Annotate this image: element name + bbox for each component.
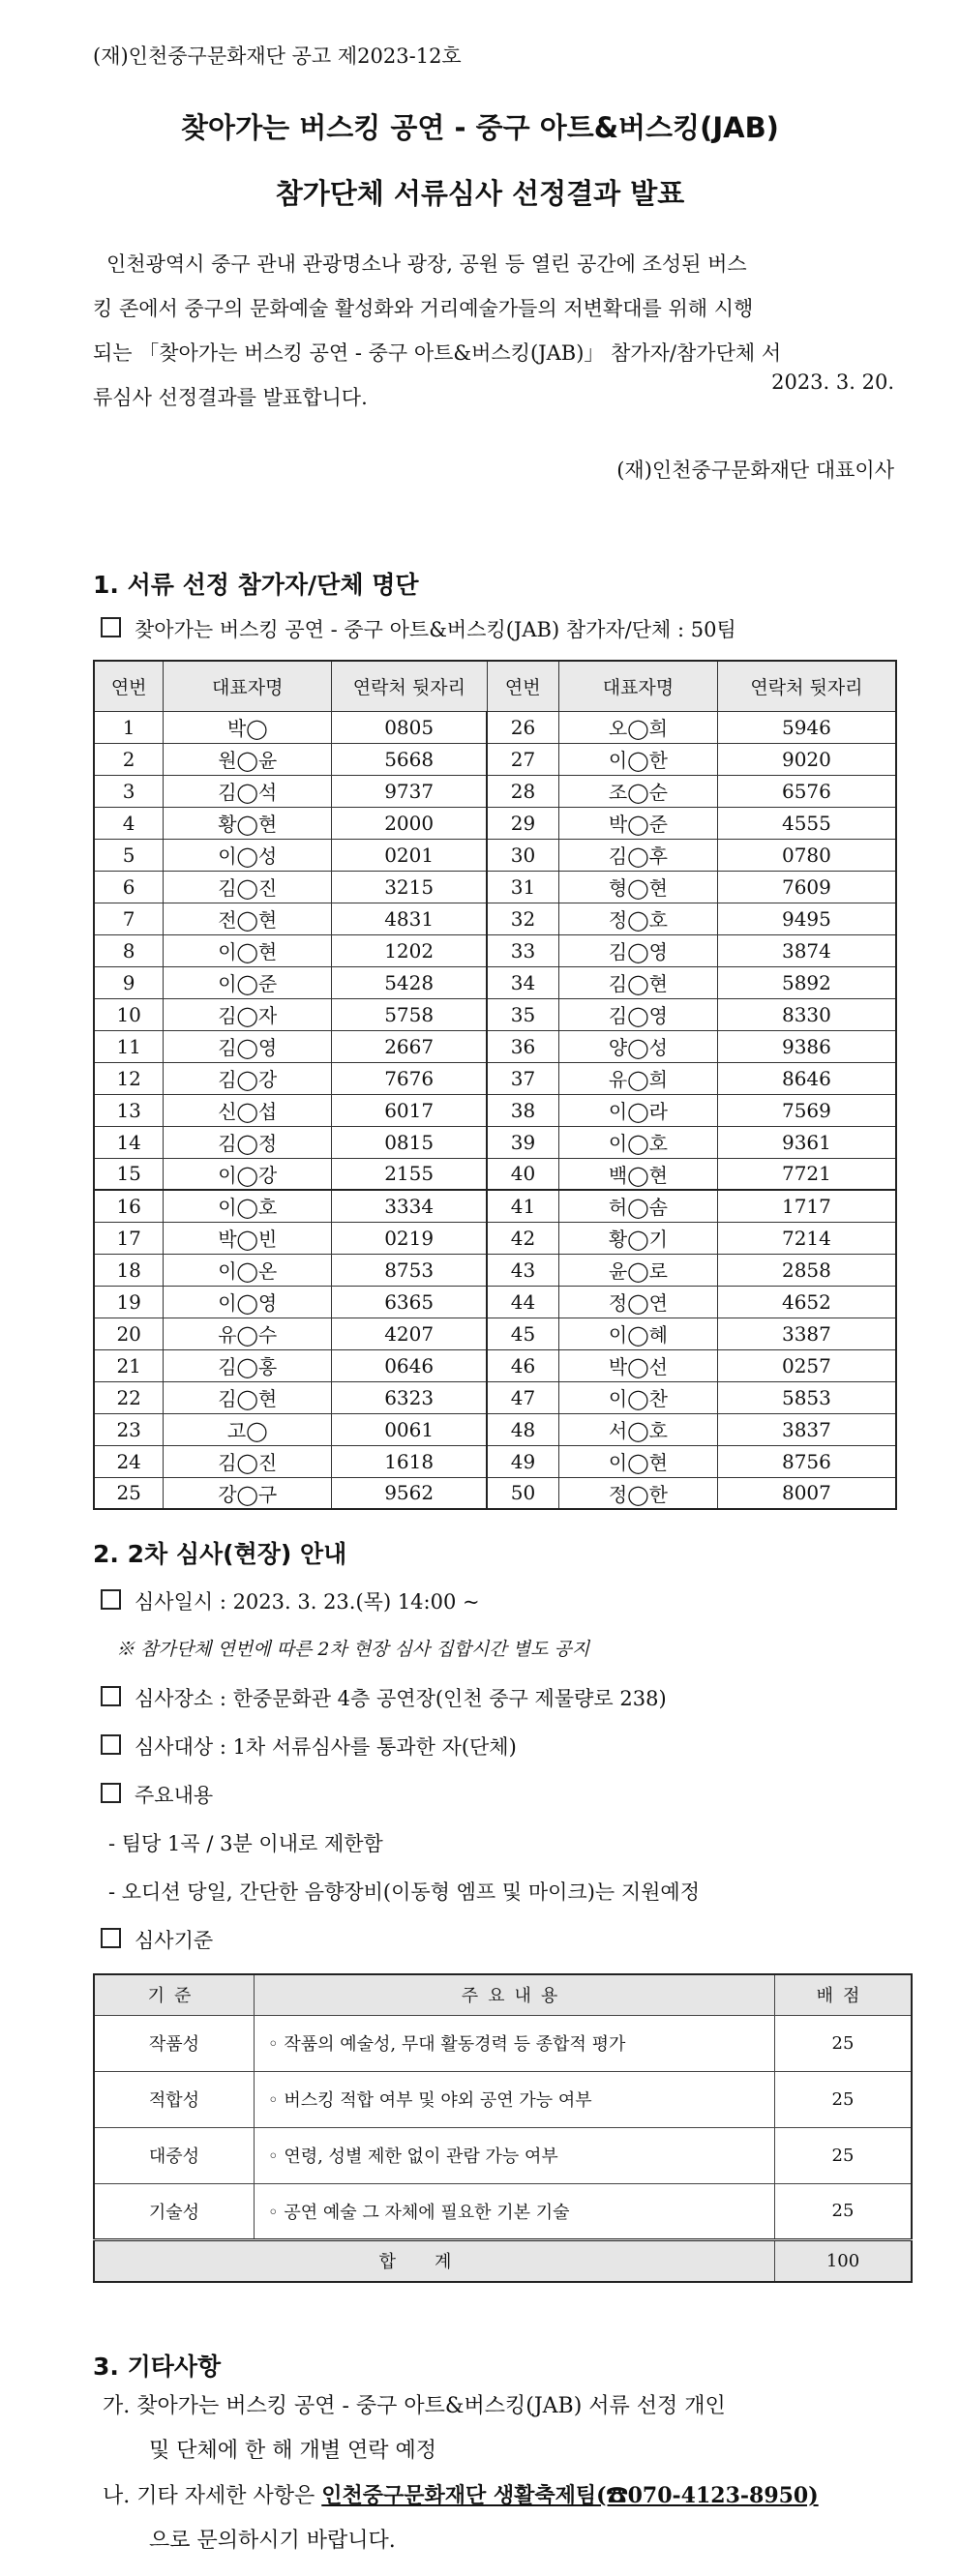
- criteria-cell: 25: [775, 2127, 913, 2183]
- criteria-cell: ◦ 작품의 예술성, 무대 활동경력 등 종합적 평가: [255, 2015, 775, 2071]
- table-cell: 유◯희: [558, 1062, 717, 1094]
- table-cell: 4831: [332, 903, 487, 934]
- target-line: [101, 1732, 517, 1761]
- table-cell: 30: [487, 839, 558, 871]
- table-cell: 1618: [332, 1445, 487, 1477]
- table-cell: 김◯진: [164, 871, 332, 903]
- table-cell: 0815: [332, 1126, 487, 1158]
- table-cell: 김◯진: [164, 1445, 332, 1477]
- page-subtitle: 참가단체 서류심사 선정결과 발표: [275, 177, 685, 210]
- table-cell: 6323: [332, 1381, 487, 1413]
- table-cell: 신◯섭: [164, 1094, 332, 1126]
- criteria-cell: ◦ 공연 예술 그 자체에 필요한 기본 기술: [255, 2183, 775, 2239]
- table-cell: 12: [94, 1062, 164, 1094]
- table-cell: 21: [94, 1349, 164, 1381]
- table-cell: 19: [94, 1286, 164, 1318]
- table-cell: 7214: [717, 1222, 896, 1254]
- table-cell: 10: [94, 998, 164, 1030]
- venue-text: 심사장소 : 한중문화관 4층 공연장(인천 중구 제물량로 238): [135, 1687, 667, 1710]
- table-cell: 원◯윤: [164, 743, 332, 775]
- table-cell: 26: [487, 711, 558, 743]
- table-cell: 24: [94, 1445, 164, 1477]
- table-cell: 김◯영: [558, 998, 717, 1030]
- col-header: 대표자명: [164, 661, 332, 711]
- table-cell: 5: [94, 839, 164, 871]
- table-cell: 16: [94, 1190, 164, 1222]
- table-cell: 25: [94, 1477, 164, 1509]
- note-b-line2: 으로 문의하시기 바랍니다.: [149, 2529, 396, 2553]
- section2-heading: 2. 2차 심사(현장) 안내: [93, 1540, 347, 1568]
- announcement-date: 2023. 3. 20.: [771, 370, 894, 394]
- table-cell: 7609: [717, 871, 896, 903]
- checkbox-square-icon: [101, 1928, 121, 1948]
- table-cell: 양◯성: [558, 1030, 717, 1062]
- table-cell: 8646: [717, 1062, 896, 1094]
- table-cell: 8756: [717, 1445, 896, 1477]
- table-cell: 35: [487, 998, 558, 1030]
- table-cell: 32: [487, 903, 558, 934]
- table-cell: 2: [94, 743, 164, 775]
- table-row: [94, 775, 896, 807]
- table-cell: 9495: [717, 903, 896, 934]
- table-cell: 27: [487, 743, 558, 775]
- table-cell: 5946: [717, 711, 896, 743]
- criteria-cell: 25: [775, 2015, 913, 2071]
- note-a-line2: 및 단체에 한 해 개별 연락 예정: [149, 2439, 436, 2463]
- table-cell: 김◯홍: [164, 1349, 332, 1381]
- signer: (재)인천중구문화재단 대표이사: [616, 459, 894, 482]
- table-cell: 1717: [717, 1190, 896, 1222]
- table-row: [94, 1094, 896, 1126]
- table-cell: 6365: [332, 1286, 487, 1318]
- criteria-cell: 대중성: [94, 2127, 255, 2183]
- table-cell: 36: [487, 1030, 558, 1062]
- table-row: [94, 903, 896, 934]
- table-row: [94, 839, 896, 871]
- table-cell: 20: [94, 1318, 164, 1349]
- table-cell: 김◯현: [164, 1381, 332, 1413]
- table-cell: 백◯현: [558, 1158, 717, 1190]
- checkbox-square-icon: [101, 1734, 121, 1755]
- criteria-label-line: [101, 1925, 213, 1954]
- table-cell: 오◯희: [558, 711, 717, 743]
- table-cell: 이◯영: [164, 1286, 332, 1318]
- criteria-cell: 적합성: [94, 2071, 255, 2127]
- table-cell: 6017: [332, 1094, 487, 1126]
- table-cell: 3837: [717, 1413, 896, 1445]
- table-row: [94, 1381, 896, 1413]
- table-row: [94, 743, 896, 775]
- criteria-body: [94, 2015, 912, 2239]
- table-cell: 이◯준: [164, 966, 332, 998]
- table-cell: 46: [487, 1349, 558, 1381]
- table-cell: 29: [487, 807, 558, 839]
- table-cell: 7676: [332, 1062, 487, 1094]
- table-cell: 정◯호: [558, 903, 717, 934]
- criteria-row: [94, 2015, 912, 2071]
- table-cell: 45: [487, 1318, 558, 1349]
- table-cell: 0219: [332, 1222, 487, 1254]
- table-cell: 7569: [717, 1094, 896, 1126]
- table-cell: 17: [94, 1222, 164, 1254]
- table-cell: 2667: [332, 1030, 487, 1062]
- table-cell: 0646: [332, 1349, 487, 1381]
- table-row: [94, 1477, 896, 1509]
- table-cell: 39: [487, 1126, 558, 1158]
- table-cell: 3387: [717, 1318, 896, 1349]
- total-value: 100: [775, 2239, 913, 2282]
- table-cell: 5428: [332, 966, 487, 998]
- table-row: [94, 1254, 896, 1286]
- table-row: [94, 966, 896, 998]
- table-cell: 28: [487, 775, 558, 807]
- total-label: 합계: [94, 2239, 775, 2282]
- table-row: [94, 1158, 896, 1190]
- table-cell: 이◯찬: [558, 1381, 717, 1413]
- table-cell: 전◯현: [164, 903, 332, 934]
- table-cell: 8: [94, 934, 164, 966]
- table-cell: 42: [487, 1222, 558, 1254]
- table-cell: 7: [94, 903, 164, 934]
- table-row: [94, 1030, 896, 1062]
- table-cell: 김◯정: [164, 1126, 332, 1158]
- criteria-row: [94, 2183, 912, 2239]
- table-cell: 0257: [717, 1349, 896, 1381]
- checkbox-square-icon: [101, 1783, 121, 1803]
- table-cell: 서◯호: [558, 1413, 717, 1445]
- table-cell: 43: [487, 1254, 558, 1286]
- checkbox-square-icon: [101, 1686, 121, 1706]
- table-cell: 38: [487, 1094, 558, 1126]
- table-cell: 박◯: [164, 711, 332, 743]
- table-cell: 이◯강: [164, 1158, 332, 1190]
- table-cell: 5853: [717, 1381, 896, 1413]
- table-cell: 33: [487, 934, 558, 966]
- table-row: [94, 1190, 896, 1222]
- table-cell: 8007: [717, 1477, 896, 1509]
- table-cell: 이◯라: [558, 1094, 717, 1126]
- table-cell: 김◯현: [558, 966, 717, 998]
- table-cell: 허◯솜: [558, 1190, 717, 1222]
- table-cell: 9737: [332, 775, 487, 807]
- criteria-header-row: [94, 1974, 912, 2015]
- table-cell: 47: [487, 1381, 558, 1413]
- note-b-prefix: 나. 기타 자세한 사항은: [103, 2484, 322, 2508]
- col-header: 연번: [487, 661, 558, 711]
- table-cell: 14: [94, 1126, 164, 1158]
- criteria-row: [94, 2071, 912, 2127]
- table-cell: 1202: [332, 934, 487, 966]
- col-header: 대표자명: [558, 661, 717, 711]
- table-cell: 형◯현: [558, 871, 717, 903]
- table-cell: 이◯한: [558, 743, 717, 775]
- table-cell: 황◯기: [558, 1222, 717, 1254]
- table-cell: 김◯후: [558, 839, 717, 871]
- page-title: 찾아가는 버스킹 공연 - 중구 아트&버스킹(JAB): [181, 111, 779, 144]
- table-cell: 4652: [717, 1286, 896, 1318]
- criteria-label: 심사기준: [135, 1929, 214, 1952]
- col-header: 연번: [94, 661, 164, 711]
- table-cell: 9386: [717, 1030, 896, 1062]
- checkbox-square-icon: [101, 1589, 121, 1610]
- table-cell: 0201: [332, 839, 487, 871]
- table-cell: 0061: [332, 1413, 487, 1445]
- table-cell: 2000: [332, 807, 487, 839]
- table-cell: 이◯혜: [558, 1318, 717, 1349]
- schedule-line: [101, 1586, 480, 1615]
- criteria-col-header: 기준: [94, 1974, 255, 2015]
- table-cell: 강◯구: [164, 1477, 332, 1509]
- table-cell: 41: [487, 1190, 558, 1222]
- table-body: [94, 711, 896, 1509]
- table-row: [94, 1126, 896, 1158]
- col-header: 연락처 뒷자리: [717, 661, 896, 711]
- table-cell: 31: [487, 871, 558, 903]
- content-item: - 팀당 1곡 / 3분 이내로 제한함: [108, 1832, 383, 1855]
- table-cell: 44: [487, 1286, 558, 1318]
- table-cell: 박◯준: [558, 807, 717, 839]
- table-cell: 윤◯로: [558, 1254, 717, 1286]
- table-cell: 5758: [332, 998, 487, 1030]
- table-cell: 49: [487, 1445, 558, 1477]
- table-cell: 5892: [717, 966, 896, 998]
- criteria-cell: 25: [775, 2183, 913, 2239]
- table-cell: 박◯빈: [164, 1222, 332, 1254]
- table-row: [94, 934, 896, 966]
- table-cell: 정◯한: [558, 1477, 717, 1509]
- section3-heading: 3. 기타사항: [93, 2353, 222, 2381]
- table-cell: 40: [487, 1158, 558, 1190]
- table-cell: 1: [94, 711, 164, 743]
- table-cell: 9: [94, 966, 164, 998]
- table-row: [94, 1222, 896, 1254]
- table-cell: 2858: [717, 1254, 896, 1286]
- intro-line: 되는 「찾아가는 버스킹 공연 - 중구 아트&버스킹(JAB)」 참가자/참가단체 서: [93, 341, 782, 365]
- section1-heading: 1. 서류 선정 참가자/단체 명단: [93, 571, 419, 599]
- table-cell: 고◯: [164, 1413, 332, 1445]
- table-cell: 이◯온: [164, 1254, 332, 1286]
- table-cell: 3874: [717, 934, 896, 966]
- criteria-col-header: 주요내용: [255, 1974, 775, 2015]
- criteria-table: [93, 1973, 913, 2283]
- table-cell: 김◯자: [164, 998, 332, 1030]
- criteria-cell: 25: [775, 2071, 913, 2127]
- table-cell: 박◯선: [558, 1349, 717, 1381]
- table-cell: 48: [487, 1413, 558, 1445]
- table-cell: 11: [94, 1030, 164, 1062]
- table-cell: 정◯연: [558, 1286, 717, 1318]
- table-cell: 9020: [717, 743, 896, 775]
- table-row: [94, 1413, 896, 1445]
- table-cell: 이◯현: [164, 934, 332, 966]
- table-row: [94, 1318, 896, 1349]
- table-cell: 4555: [717, 807, 896, 839]
- table-cell: 8753: [332, 1254, 487, 1286]
- criteria-col-header: 배점: [775, 1974, 913, 2015]
- participant-table: [93, 660, 897, 1510]
- table-cell: 6: [94, 871, 164, 903]
- table-row: [94, 998, 896, 1030]
- table-row: [94, 1445, 896, 1477]
- table-cell: 이◯호: [558, 1126, 717, 1158]
- content-label-line: [101, 1780, 213, 1809]
- criteria-total-row: [94, 2239, 912, 2282]
- table-cell: 34: [487, 966, 558, 998]
- notice-number: (재)인천중구문화재단 공고 제2023-12호: [93, 44, 462, 68]
- table-cell: 9562: [332, 1477, 487, 1509]
- summary-text: 찾아가는 버스킹 공연 - 중구 아트&버스킹(JAB) 참가자/단체 : 50팀: [135, 618, 736, 641]
- table-cell: 6576: [717, 775, 896, 807]
- table-cell: 유◯수: [164, 1318, 332, 1349]
- table-cell: 3334: [332, 1190, 487, 1222]
- venue-line: [101, 1683, 667, 1712]
- table-cell: 50: [487, 1477, 558, 1509]
- note-b-line1: [103, 2473, 906, 2519]
- note-a-line1: 가. 찾아가는 버스킹 공연 - 중구 아트&버스킹(JAB) 서류 선정 개인: [103, 2394, 726, 2418]
- criteria-cell: ◦ 버스킹 적합 여부 및 야외 공연 가능 여부: [255, 2071, 775, 2127]
- table-cell: 이◯성: [164, 839, 332, 871]
- table-cell: 37: [487, 1062, 558, 1094]
- table-cell: 2155: [332, 1158, 487, 1190]
- checkbox-square-icon: [101, 617, 121, 637]
- table-cell: 9361: [717, 1126, 896, 1158]
- table-cell: 15: [94, 1158, 164, 1190]
- criteria-cell: 기술성: [94, 2183, 255, 2239]
- table-cell: 조◯순: [558, 775, 717, 807]
- table-cell: 0780: [717, 839, 896, 871]
- table-cell: 18: [94, 1254, 164, 1286]
- table-cell: 5668: [332, 743, 487, 775]
- schedule-note: ※ 참가단체 연번에 따른 2차 현장 심사 집합시간 별도 공지: [116, 1639, 590, 1660]
- target-text: 심사대상 : 1차 서류심사를 통과한 자(단체): [135, 1735, 517, 1759]
- content-item: - 오디션 당일, 간단한 음향장비(이동형 엠프 및 마이크)는 지원예정: [108, 1880, 700, 1904]
- table-cell: 김◯영: [558, 934, 717, 966]
- criteria-row: [94, 2127, 912, 2183]
- criteria-cell: 작품성: [94, 2015, 255, 2071]
- table-cell: 7721: [717, 1158, 896, 1190]
- intro-line: 인천광역시 중구 관내 관광명소나 광장, 공원 등 열린 공간에 조성된 버스: [106, 252, 747, 276]
- table-cell: 22: [94, 1381, 164, 1413]
- table-cell: 김◯영: [164, 1030, 332, 1062]
- table-row: [94, 871, 896, 903]
- table-cell: 김◯강: [164, 1062, 332, 1094]
- table-cell: 3: [94, 775, 164, 807]
- col-header: 연락처 뒷자리: [332, 661, 487, 711]
- table-cell: 황◯현: [164, 807, 332, 839]
- table-row: [94, 1286, 896, 1318]
- table-cell: 김◯석: [164, 775, 332, 807]
- table-cell: 이◯현: [558, 1445, 717, 1477]
- intro-line: 류심사 선정결과를 발표합니다.: [93, 386, 368, 409]
- contact-info: 인천중구문화재단 생활축제팀(☎070-4123-8950): [321, 2483, 819, 2508]
- schedule-text: 심사일시 : 2023. 3. 23.(목) 14:00 ~: [135, 1590, 480, 1614]
- intro-line: 킹 존에서 중구의 문화예술 활성화와 거리예술가들의 저변확대를 위해 시행: [93, 297, 754, 320]
- table-cell: 0805: [332, 711, 487, 743]
- other-notes: [103, 2384, 906, 2563]
- table-cell: 13: [94, 1094, 164, 1126]
- table-cell: 4207: [332, 1318, 487, 1349]
- table-cell: 4: [94, 807, 164, 839]
- table-cell: 8330: [717, 998, 896, 1030]
- table-row: [94, 1062, 896, 1094]
- section1-summary: [101, 614, 736, 643]
- table-cell: 이◯호: [164, 1190, 332, 1222]
- table-row: [94, 1349, 896, 1381]
- criteria-cell: ◦ 연령, 성별 제한 없이 관람 가능 여부: [255, 2127, 775, 2183]
- table-header-row: [94, 661, 896, 711]
- table-cell: 3215: [332, 871, 487, 903]
- table-row: [94, 711, 896, 743]
- table-cell: 23: [94, 1413, 164, 1445]
- content-label: 주요내용: [135, 1784, 214, 1807]
- table-row: [94, 807, 896, 839]
